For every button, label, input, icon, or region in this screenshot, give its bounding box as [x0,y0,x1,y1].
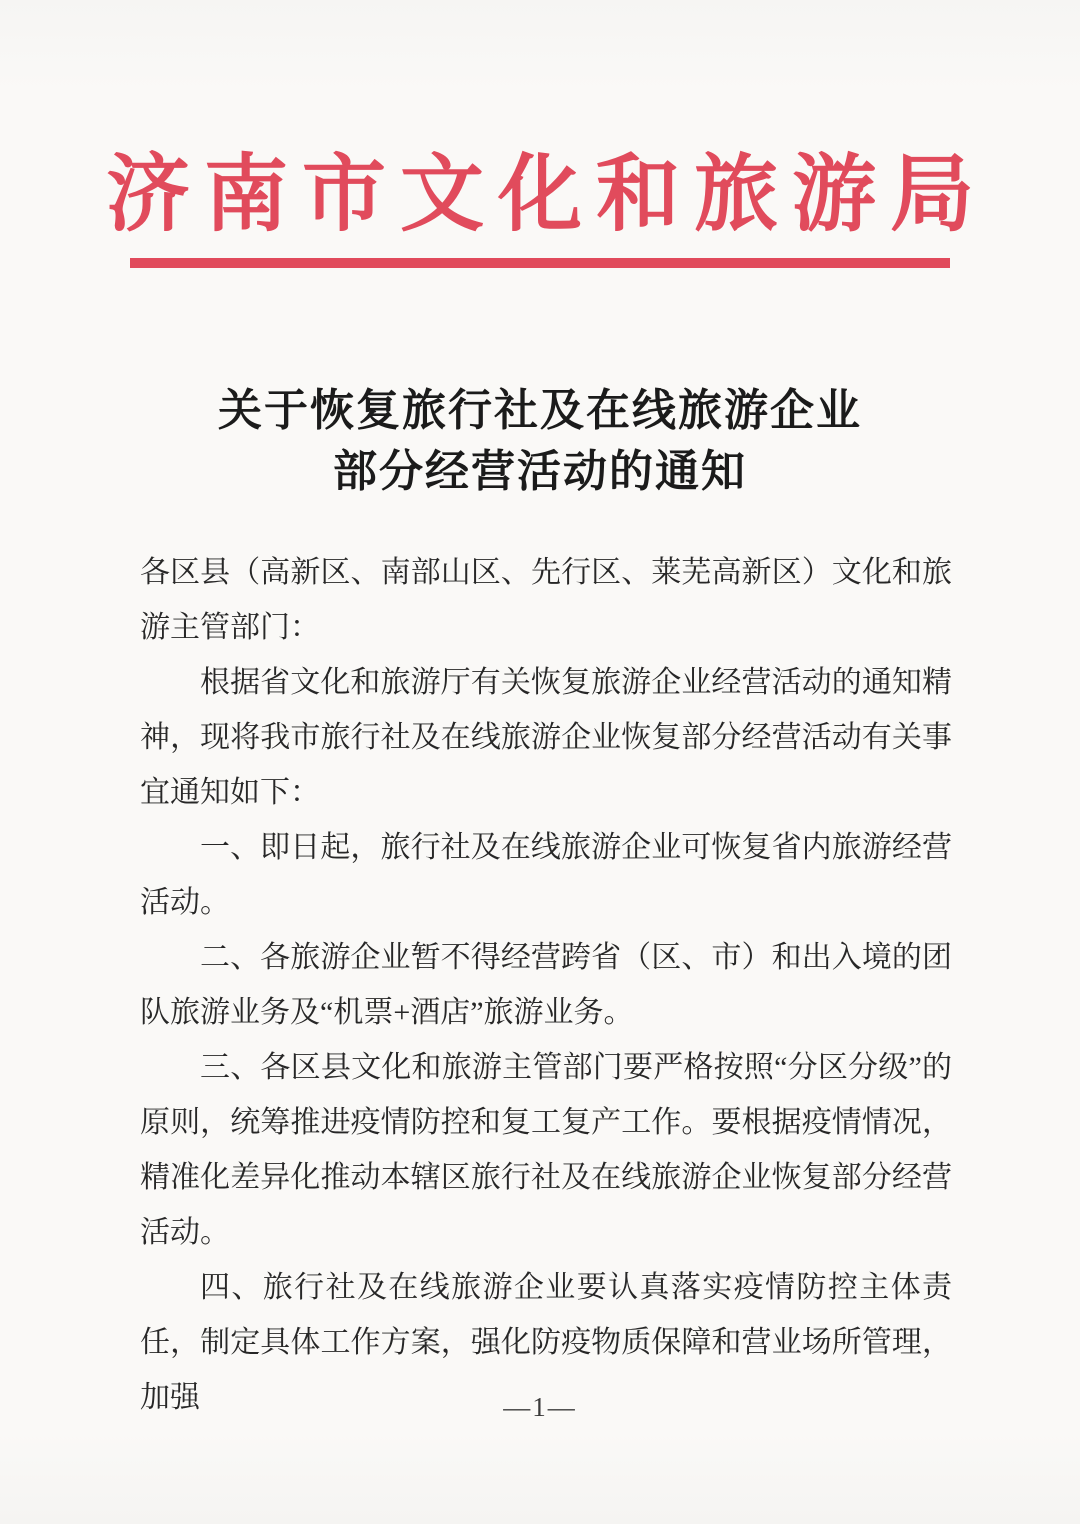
item-3-paragraph: 三、各区县文化和旅游主管部门要严格按照“分区分级”的原则，统筹推进疫情防控和复工复产工作。要根据疫情情况，精准化差异化推动本辖区旅行社及在线旅游企业恢复部分经营活动。 [140,1051,952,1249]
document-body [140,545,952,1425]
item-1-paragraph: 一、即日起，旅行社及在线旅游企业可恢复省内旅游经营活动。 [140,831,952,919]
agency-letterhead: 济南市文化和旅游局 [105,149,988,242]
document-title-line1: 关于恢复旅行社及在线旅游企业 [218,386,862,435]
page-number: —1— [503,1392,577,1422]
document-title-line2: 部分经营活动的通知 [333,447,747,496]
salutation-paragraph: 各区县（高新区、南部山区、先行区、莱芜高新区）文化和旅游主管部门： [140,556,952,644]
item-4-paragraph: 四、旅行社及在线旅游企业要认真落实疫情防控主体责任，制定具体工作方案，强化防疫物质保障和营业场所管理，加强 [140,1271,952,1414]
document-title [0,380,1080,502]
item-2-paragraph: 二、各旅游企业暂不得经营跨省（区、市）和出入境的团队旅游业务及“机票+酒店”旅游业务。 [140,941,952,1029]
intro-paragraph: 根据省文化和旅游厅有关恢复旅游企业经营活动的通知精神，现将我市旅行社及在线旅游企业恢复部分经营活动有关事宜通知如下： [140,666,952,809]
letterhead-divider-rule [130,258,950,268]
